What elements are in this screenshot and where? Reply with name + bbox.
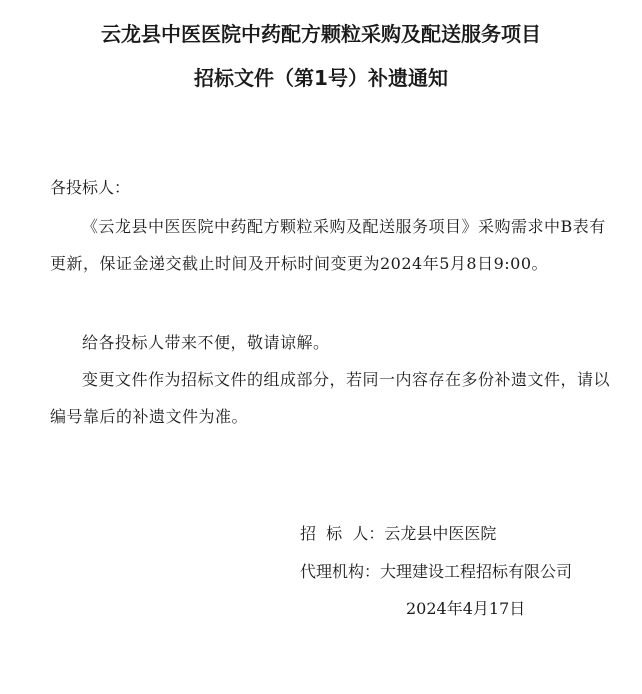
salutation: 各投标人： [50, 178, 131, 197]
agent-value: 大理建设工程招标有限公司 [380, 562, 573, 581]
paragraph-change-notice: 《云龙县中医医院中药配方颗粒采购及配送服务项目》采购需求中B表有更新，保证金递交截止时间及开标时间变更为2024年5月8日9:00。 [50, 217, 606, 273]
signature-issuer [300, 521, 496, 547]
document-title-line2: 招标文件（第1号）补遗通知 [194, 66, 448, 90]
paragraph-apology: 给各投标人带来不便，敬请谅解。 [82, 333, 330, 352]
issuer-value: 云龙县中医医院 [384, 524, 497, 543]
agent-label: 代理机构： [300, 562, 381, 581]
issuer-label: 招 标 人： [300, 524, 385, 543]
signature-agent [300, 559, 572, 585]
document-title-line1: 云龙县中医医院中药配方颗粒采购及配送服务项目 [101, 22, 541, 46]
signature-date: 2024年4月17日 [406, 599, 526, 618]
paragraph-precedence: 变更文件作为招标文件的组成部分，若同一内容存在多份补遗文件，请以编号靠后的补遗文件为准。 [50, 370, 611, 426]
